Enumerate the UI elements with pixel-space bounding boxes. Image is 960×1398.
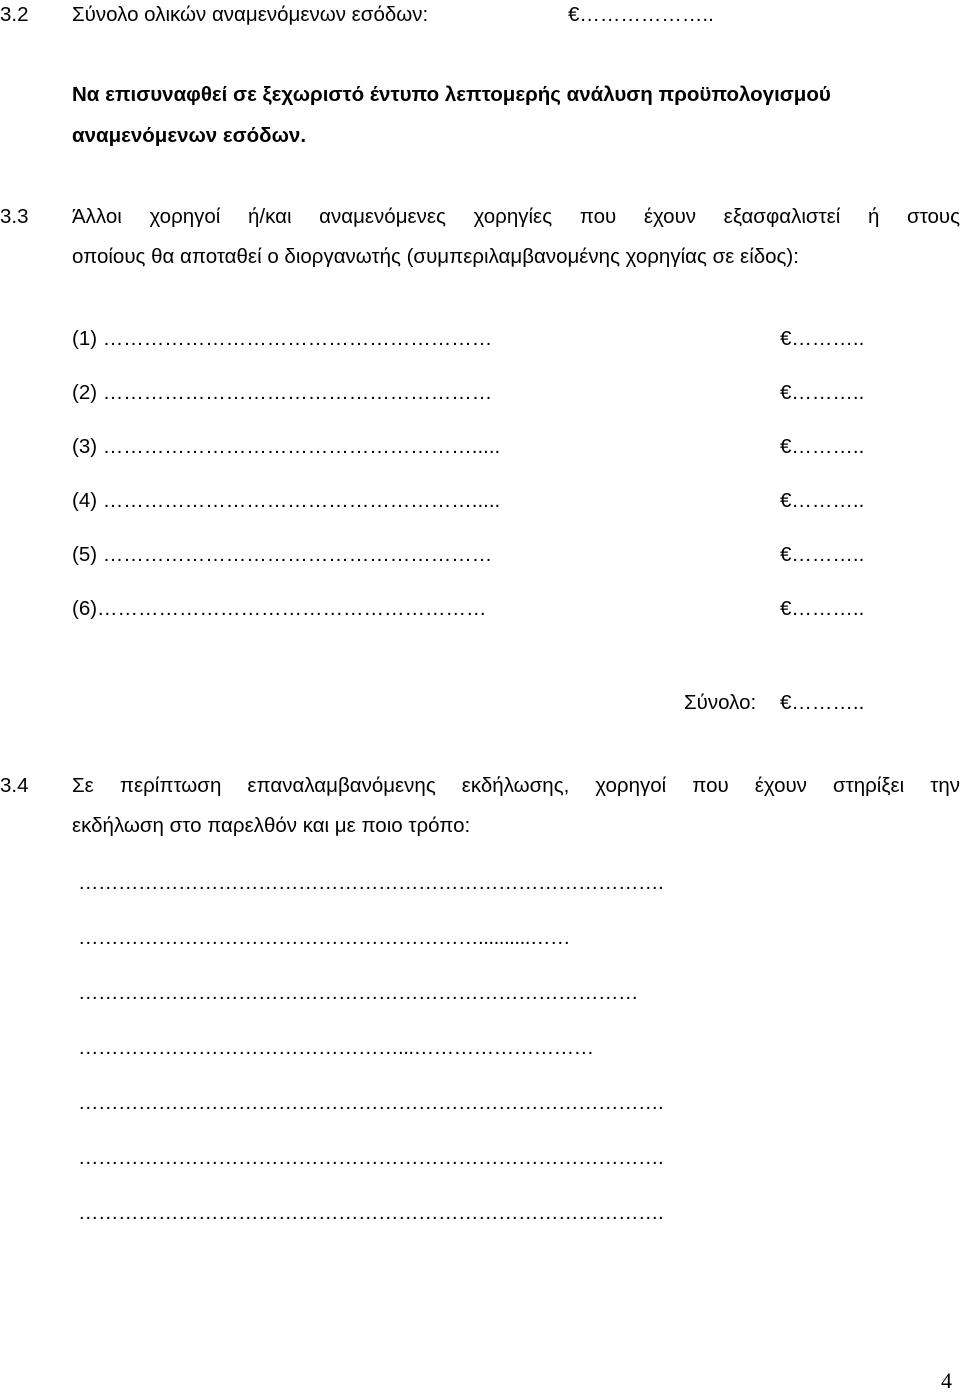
sponsor-4-name-field[interactable]: (4) ……………………………………………….....: [72, 489, 501, 512]
total-income-field[interactable]: €………………..: [568, 3, 714, 26]
section-3-3-line-2: οποίους θα αποταθεί ο διοργανωτής (συμπεριλαμβανομένης χορηγίας σε είδος):: [72, 245, 799, 268]
sponsor-3-name-field[interactable]: (3) ……………………………………………….....: [72, 435, 501, 458]
section-3-4-line-1: Σε περίπτωση επαναλαμβανόμενης εκδήλωσης, χορηγοί που έχουν στηρίξει την: [72, 774, 960, 797]
sponsor-1-name-field[interactable]: (1) …………………………………………………: [72, 327, 493, 350]
sponsor-2-name-field[interactable]: (2) …………………………………………………: [72, 381, 493, 404]
sponsor-4-amount-field[interactable]: €………..: [780, 489, 865, 512]
answer-line-1[interactable]: …………………………………………………………………………….: [78, 871, 664, 894]
section-3-2-label: Σύνολο ολικών αναμενόμενων εσόδων:: [72, 3, 429, 26]
section-3-3-number: 3.3: [0, 205, 29, 228]
attachment-note-line-2: αναμενόμενων εσόδων.: [72, 124, 307, 147]
section-3-4-line-2: εκδήλωση στο παρελθόν και με ποιο τρόπο:: [72, 814, 471, 837]
sponsor-6-name-field[interactable]: (6)…………………………………………………: [72, 597, 487, 620]
answer-line-7[interactable]: …………………………………………………………………………….: [78, 1201, 664, 1224]
attachment-note-line-1: Να επισυναφθεί σε ξεχωριστό έντυπο λεπτομερής ανάλυση προϋπολογισμού: [72, 83, 831, 106]
answer-line-5[interactable]: …………………………………………………………………………….: [78, 1091, 664, 1114]
sponsor-2-amount-field[interactable]: €………..: [780, 381, 865, 404]
sponsor-5-name-field[interactable]: (5) …………………………………………………: [72, 543, 493, 566]
sponsor-5-amount-field[interactable]: €………..: [780, 543, 865, 566]
answer-line-3[interactable]: …………………………………………………………………………: [78, 981, 638, 1004]
sponsor-1-amount-field[interactable]: €………..: [780, 327, 865, 350]
answer-line-6[interactable]: …………………………………………………………………………….: [78, 1146, 664, 1169]
page-number: 4: [941, 1368, 952, 1393]
sponsors-total-field[interactable]: €………..: [780, 691, 865, 714]
sponsors-total-label: Σύνολο:: [684, 691, 757, 714]
sponsor-3-amount-field[interactable]: €………..: [780, 435, 865, 458]
answer-line-4[interactable]: …………………………………………...………………………: [78, 1036, 594, 1059]
section-3-3-line-1: Άλλοι χορηγοί ή/και αναμενόμενες χορηγίες που έχουν εξασφαλιστεί ή στους: [72, 205, 960, 228]
section-3-4-number: 3.4: [0, 774, 29, 797]
answer-line-2[interactable]: ……………………………………………………..........……: [78, 926, 570, 949]
section-3-2-number: 3.2: [0, 3, 29, 26]
sponsor-6-amount-field[interactable]: €………..: [780, 597, 865, 620]
